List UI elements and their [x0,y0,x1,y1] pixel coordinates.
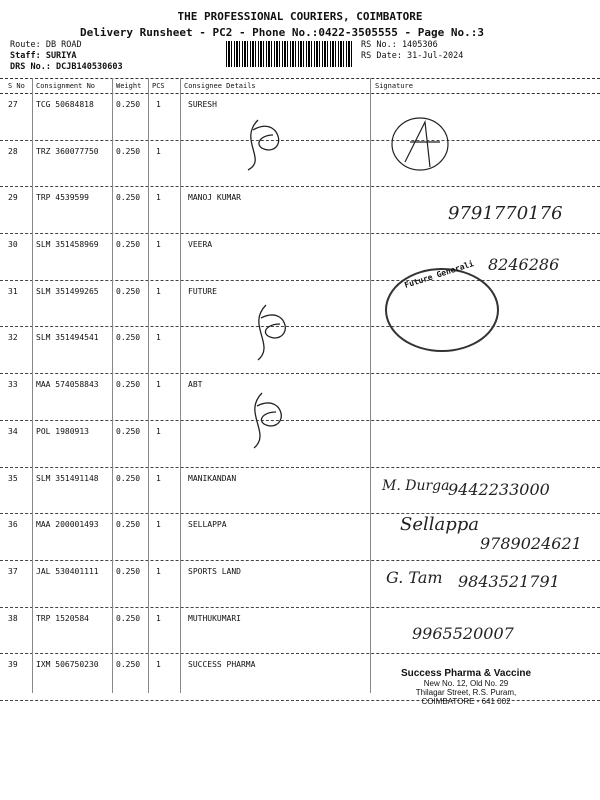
cell-sno: 30 [8,240,18,250]
cell-consignment: MAA 574058843 [36,380,99,390]
cell-pcs: 1 [156,286,161,296]
cell-sno: 39 [8,660,18,670]
cell-sno: 37 [8,566,18,576]
pharma-address-2: Thilagar Street, R.S. Puram, [415,688,517,697]
rs-date: RS Date: 31-Jul-2024 [361,51,464,61]
phone-29: 9791770176 [448,203,563,224]
cell-consignee: SELLAPPA [188,520,227,530]
cell-consignment: POL 1980913 [36,426,89,436]
cell-weight: 0.250 [116,380,141,390]
cell-pcs: 1 [156,100,161,109]
cell-pcs: 1 [156,660,161,670]
phone-36: 9789024621 [480,534,582,553]
signature-scribble-27 [228,110,308,180]
cell-consignee: MUTHUKUMARI [188,613,241,623]
signature-37: G. Tam [386,568,443,587]
cell-weight: 0.250 [116,426,141,436]
cell-pcs: 1 [156,473,161,483]
col-consignee: Consignee Details [184,82,256,90]
barcode [226,41,354,67]
col-consignment: Consignment No [36,82,96,90]
cell-pcs: 1 [156,613,161,623]
signature-36: Sellappa [400,514,480,535]
cell-consignment: TCG 50684818 [36,100,94,109]
cell-consignee: SURESH [188,100,217,109]
cell-pcs: 1 [156,566,161,576]
staff-label: Staff: SURIYA [10,51,77,61]
cell-pcs: 1 [156,520,161,530]
cell-consignment: SLM 351499265 [36,286,99,296]
cell-consignment: SLM 351494541 [36,333,99,343]
cell-weight: 0.250 [116,333,141,343]
col-signature: Signature [375,82,413,90]
cell-consignment: IXM 506750230 [36,660,99,670]
cell-pcs: 1 [156,193,161,203]
cell-consignment: JAL 530401111 [36,566,99,576]
company-seal [385,268,499,352]
cell-pcs: 1 [156,146,161,156]
cell-weight: 0.250 [116,660,141,670]
drs-label: DRS No.: DCJB140530603 [10,62,123,72]
phone-30: 8246286 [488,255,560,274]
company-seal-text: Future Generali [403,259,475,290]
cell-sno: 34 [8,426,18,436]
cell-consignee: SPORTS LAND [188,566,241,576]
cell-weight: 0.250 [116,520,141,530]
cell-consignment: TRP 4539599 [36,193,89,203]
signature-mark-27 [385,112,455,182]
company-title: THE PROFESSIONAL COURIERS, COIMBATORE [177,10,423,23]
cell-consignment: SLM 351491148 [36,473,99,483]
cell-consignment: TRZ 360077750 [36,146,99,156]
cell-weight: 0.250 [116,100,141,109]
rs-number: RS No.: 1405306 [361,40,438,50]
phone-38: 9965520007 [412,624,514,643]
cell-weight: 0.250 [116,240,141,250]
cell-consignee: SUCCESS PHARMA [188,660,256,670]
signature-35: M. Durga [382,478,450,494]
cell-sno: 32 [8,333,18,343]
signature-scribble-32 [236,300,306,370]
cell-consignee: FUTURE [188,286,217,296]
cell-sno: 28 [8,146,18,156]
cell-sno: 35 [8,473,18,483]
cell-weight: 0.250 [116,613,141,623]
cell-sno: 29 [8,193,18,203]
cell-weight: 0.250 [116,286,141,296]
cell-weight: 0.250 [116,473,141,483]
signature-scribble-34 [232,388,302,458]
cell-weight: 0.250 [116,193,141,203]
cell-pcs: 1 [156,333,161,343]
cell-weight: 0.250 [116,146,141,156]
table-header [0,78,600,94]
cell-pcs: 1 [156,380,161,390]
pharma-address-3: COIMBATORE - 641 002 [421,697,511,706]
cell-sno: 31 [8,286,18,296]
cell-pcs: 1 [156,240,161,250]
cell-weight: 0.250 [116,566,141,576]
phone-37: 9843521791 [458,572,560,591]
col-weight: Weight [116,82,142,90]
cell-consignee: MANOJ KUMAR [188,193,241,203]
cell-consignee: MANIKANDAN [188,473,237,483]
cell-sno: 27 [8,100,18,109]
cell-sno: 33 [8,380,18,390]
cell-consignment: TRP 1520584 [36,613,89,623]
cell-consignment: SLM 351458969 [36,240,99,250]
col-sno: S No [8,82,25,90]
cell-pcs: 1 [156,426,161,436]
cell-sno: 38 [8,613,18,623]
cell-consignee: VEERA [188,240,213,250]
cell-sno: 36 [8,520,18,530]
col-pcs: PCS [152,82,165,90]
pharma-address-1: New No. 12, Old No. 29 [423,679,509,688]
route-label: Route: DB ROAD [10,40,82,50]
cell-consignee: ABT [188,380,203,390]
pharma-stamp [372,668,560,706]
pharma-name: Success Pharma & Vaccine [400,668,532,679]
runsheet-subtitle: Delivery Runsheet - PC2 - Phone No.:0422-3505555 - Page No.:3 [80,26,484,39]
phone-35: 9442233000 [448,480,550,499]
cell-consignment: MAA 200001493 [36,520,99,530]
